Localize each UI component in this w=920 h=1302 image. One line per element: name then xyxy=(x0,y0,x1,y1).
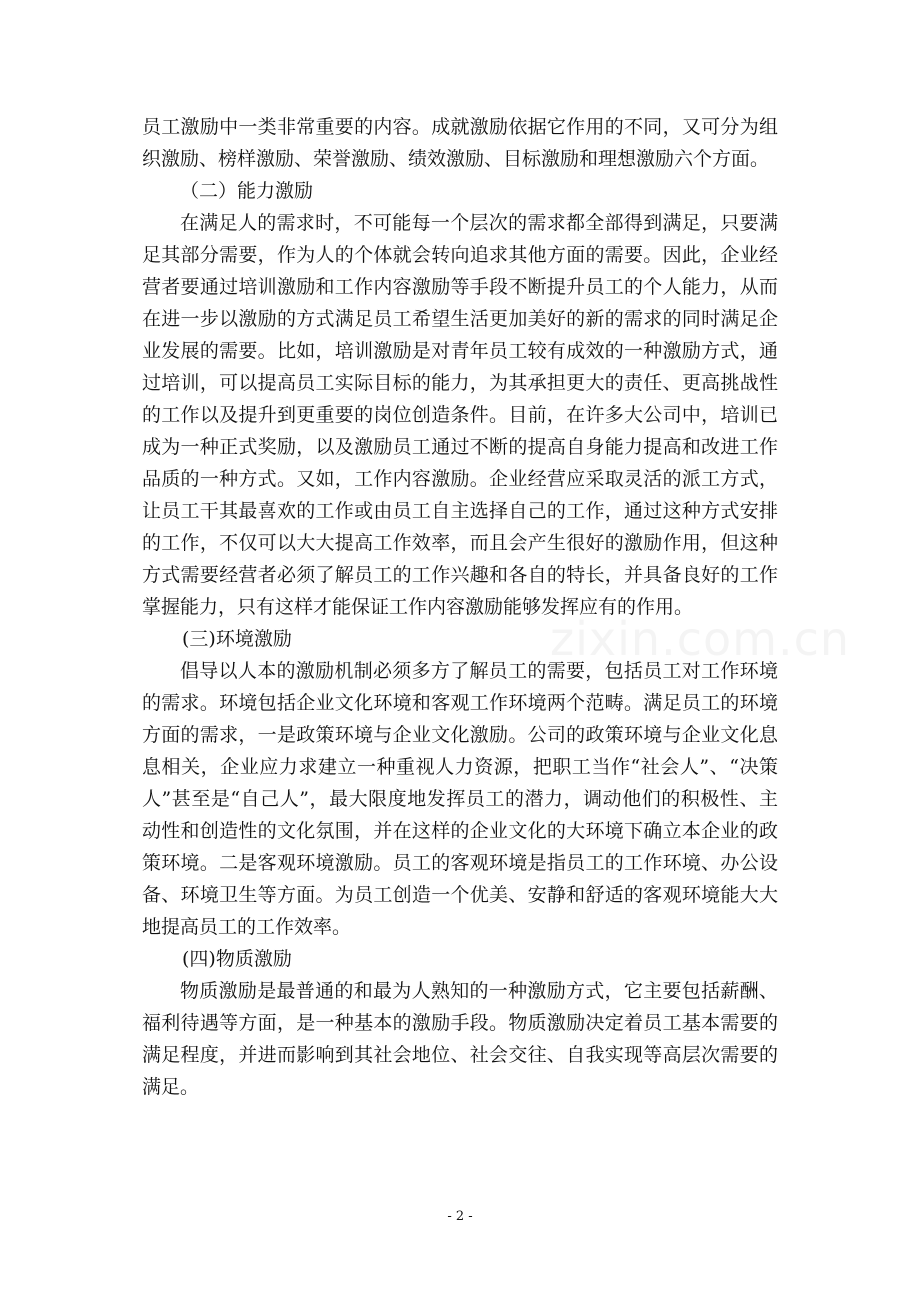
paragraph-material-incentive: 物质激励是最普通的和最为人熟知的一种激励方式，它主要包括薪酬、福利待遇等方面，是一种基本的激励手段。物质激励决定着员工基本需要的满足程度，并进而影响到其社会地位、社会交往、自我实现等高层次需要的满足。 xyxy=(142,980,778,1098)
section-heading-environment-incentive: (三)环境激励 xyxy=(182,628,292,650)
section-heading-material-incentive: (四)物质激励 xyxy=(182,948,292,970)
watermark: zixin.com.cn xyxy=(550,612,851,666)
paragraph-continuation: 员工激励中一类非常重要的内容。成就激励依据它作用的不同，又可分为组织激励、榜样激励、荣誉激励、绩效激励、目标激励和理想激励六个方面。 xyxy=(142,116,778,170)
section-heading-ability-incentive: （二）能力激励 xyxy=(180,180,314,202)
document-body xyxy=(142,111,778,1103)
page-number: - 2 - xyxy=(447,1209,473,1224)
paragraph-ability-incentive: 在满足人的需求时，不可能每一个层次的需求都全部得到满足，只要满足其部分需要，作为人的个体就会转向追求其他方面的需要。因此，企业经营者要通过培训激励和工作内容激励等手段不断提升员工的个人能力，从而在进一步以激励的方式满足员工希望生活更加美好的新的需求的同时满足企业发展的需要。比如，培训激励是对青年员工较有成效的一种激励方式，通过培训，可以提高员工实际目标的能力，为其承担更大的责任、更高挑战性的工作以及提升到更重要的岗位创造条件。目前，在许多大公司中，培训已成为一种正式奖励，以及激励员工通过不断的提高自身能力提高和改进工作品质的一种方式。又如，工作内容激励。企业经营应采取灵活的派工方式，让员工干其最喜欢的工作或由员工自主选择自己的工作，通过这种方式安排的工作，不仅可以大大提高工作效率，而且会产生很好的激励作用，但这种方式需要经营者必须了解员工的工作兴趣和各自的特长，并具备良好的工作掌握能力，只有这样才能保证工作内容激励能够发挥应有的作用。 xyxy=(142,212,778,618)
paragraph-environment-incentive: 倡导以人本的激励机制必须多方了解员工的需要，包括员工对工作环境的需求。环境包括企业文化环境和客观工作环境两个范畴。满足员工的环境方面的需求，一是政策环境与企业文化激励。公司的政策环境与企业文化息息相关，企业应力求建立一种重视人力资源，把职工当作“社会人”、“决策人”甚至是“自己人”，最大限度地发挥员工的潜力，调动他们的积极性、主动性和创造性的文化氛围，并在这样的企业文化的大环境下确立本企业的政策环境。二是客观环境激励。员工的客观环境是指员工的工作环境、办公设备、环境卫生等方面。为员工创造一个优美、安静和舒适的客观环境能大大地提高员工的工作效率。 xyxy=(142,660,778,938)
